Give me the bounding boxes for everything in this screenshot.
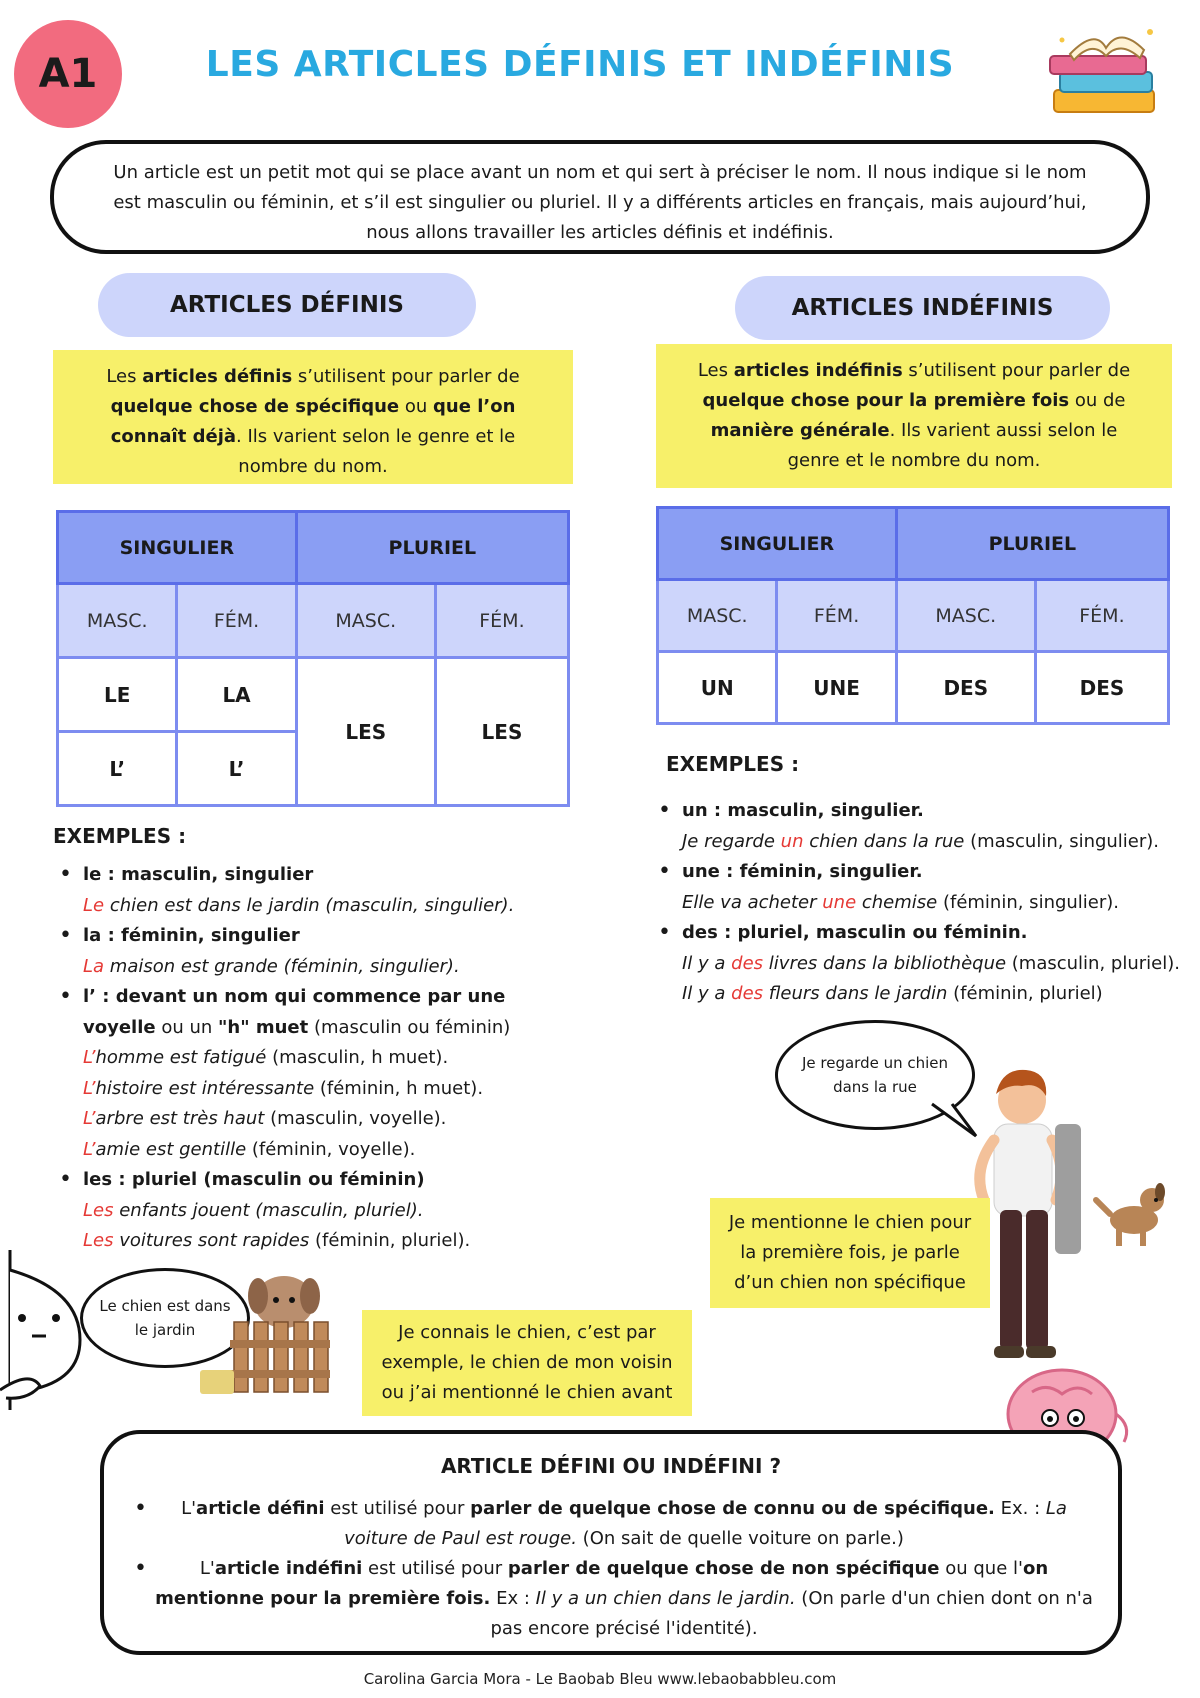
text-bold: parler de quelque chose de connu ou de spécifique.	[470, 1498, 995, 1519]
example-text: voitures sont rapides	[113, 1230, 310, 1251]
text: Les	[697, 360, 734, 381]
definis-table	[56, 510, 570, 807]
example-text: livres dans la bibliothèque	[763, 952, 1007, 974]
indefinis-examples-title: EXEMPLES :	[666, 752, 800, 776]
article: des	[731, 952, 764, 974]
example-heading: • les : pluriel (masculin ou féminin)	[83, 1169, 425, 1190]
article: L’	[83, 1138, 96, 1160]
text-bold: articles définis	[142, 366, 293, 387]
cell-le: LE	[58, 658, 177, 732]
intro-line-1: Un article est un petit mot qui se place avant un nom et qui sert à préciser le nom. Il nous indique si le nom	[113, 162, 1087, 183]
article: Le	[83, 894, 105, 916]
text: L'	[181, 1498, 197, 1519]
list-item	[55, 982, 575, 1165]
example-heading: • le : masculin, singulier	[83, 864, 314, 885]
text: Ex. :	[994, 1498, 1046, 1519]
cell-les-masc: LES	[296, 658, 435, 806]
indefinis-table	[656, 506, 1170, 725]
article: des	[731, 983, 764, 1004]
example-text: arbre est très haut	[95, 1108, 265, 1129]
text: (féminin, singulier).	[937, 891, 1120, 913]
text: Les	[106, 366, 143, 387]
cell-une: UNE	[777, 652, 896, 724]
dog-icon	[1090, 1170, 1170, 1250]
cell-la: LA	[177, 658, 296, 732]
col-masc: MASC.	[58, 584, 177, 658]
col-pluriel: PLURIEL	[296, 512, 568, 584]
col-masc: MASC.	[896, 580, 1035, 652]
text: (On parle d'un chien dont on n'a pas encore précisé l'identité).	[490, 1588, 1093, 1639]
text-bold: quelque chose pour la première fois	[702, 390, 1070, 411]
text: (féminin, pluriel)	[947, 983, 1103, 1004]
example-text: homme est fatigué	[95, 1047, 267, 1068]
books-icon	[1040, 18, 1170, 128]
summary-box	[100, 1430, 1122, 1655]
note-left	[362, 1310, 692, 1416]
example-text: amie est gentille	[95, 1138, 247, 1160]
text: (féminin, h muet).	[314, 1077, 484, 1099]
text: . Ils varient aussi selon le genre et le nombre du nom.	[787, 420, 1118, 471]
example-text: Il y a	[682, 983, 732, 1004]
list-item	[55, 860, 575, 921]
text-bold: quelque chose de spécifique	[110, 396, 400, 417]
example-heading: • une : féminin, singulier.	[682, 861, 923, 882]
text: s’utilisent pour parler de	[292, 366, 520, 387]
text: . Ils varient selon le genre et le nombre du nom.	[236, 426, 516, 477]
example-heading: • l’ : devant un nom qui commence par une	[83, 986, 506, 1007]
list-item	[134, 1554, 1094, 1644]
text: L'	[199, 1558, 215, 1579]
article: L’	[83, 1077, 96, 1099]
definis-heading: ARTICLES DÉFINIS	[98, 273, 476, 337]
text: (On sait de quelle voiture on parle.)	[576, 1528, 904, 1549]
footer-credit: Carolina Garcia Mora - Le Baobab Bleu www.lebaobabbleu.com	[363, 1670, 837, 1688]
cell-des-masc: DES	[896, 652, 1035, 724]
text: s’utilisent pour parler de	[902, 360, 1131, 381]
col-fem: FÉM.	[777, 580, 896, 652]
example-text: chien est dans le jardin (masculin, singulier).	[104, 894, 515, 916]
col-fem: FÉM.	[435, 584, 568, 658]
example-text: fleurs dans le jardin	[763, 983, 948, 1004]
col-pluriel: PLURIEL	[896, 508, 1168, 580]
article: Les	[83, 1199, 114, 1221]
note-right	[710, 1198, 990, 1308]
col-fem: FÉM.	[177, 584, 296, 658]
definis-examples-title: EXEMPLES :	[53, 824, 187, 848]
article: La	[83, 955, 105, 977]
bubble-text: Je regarde un chien dans la rue	[801, 1054, 949, 1096]
level-badge: A1	[14, 20, 122, 128]
indefinis-description	[656, 344, 1172, 488]
col-masc: MASC.	[658, 580, 777, 652]
text: (masculin, voyelle).	[264, 1108, 447, 1129]
cell-les-fem: LES	[435, 658, 568, 806]
article: une	[822, 891, 857, 913]
text-bold: voyelle	[83, 1016, 156, 1038]
pole-icon	[1055, 1124, 1081, 1254]
cell-un: UN	[658, 652, 777, 724]
text: (féminin, pluriel).	[309, 1230, 471, 1251]
text-bold: que l’on connaît déjà	[110, 396, 516, 447]
example-heading: • la : féminin, singulier	[83, 925, 300, 946]
intro-box	[50, 140, 1150, 254]
example-text: chemise	[856, 891, 938, 913]
text: (masculin, h muet).	[266, 1047, 449, 1068]
example-text: Je regarde	[682, 830, 781, 852]
article: L’	[83, 1108, 96, 1129]
bubble-text: Le chien est dans le jardin	[99, 1297, 231, 1339]
article: un	[780, 830, 804, 852]
text: ou de	[1069, 390, 1126, 411]
text-bold: parler de quelque chose de non spécifique	[507, 1558, 940, 1579]
example-text: Elle va acheter	[682, 891, 823, 913]
page-title: LES ARTICLES DÉFINIS ET INDÉFINIS	[205, 44, 955, 85]
intro-line-3: nous allons travailler les articles définis et indéfinis.	[366, 222, 834, 243]
text-bold: manière générale	[710, 420, 890, 441]
intro-line-2: est masculin ou féminin, et s’il est singulier ou pluriel. Il y a différents articles en français, mais aujourd’hui,	[113, 192, 1087, 213]
text: est utilisé pour	[324, 1498, 471, 1519]
text-bold: on mentionne pour la première fois.	[155, 1558, 1049, 1609]
note-text: Je connais le chien, c’est par exemple, le chien de mon voisin ou j’ai mentionné le chien avant	[381, 1322, 673, 1403]
list-item	[55, 1165, 575, 1257]
text: ou un	[155, 1016, 218, 1038]
cell-l-fem: L’	[177, 732, 296, 806]
summary-list	[134, 1494, 1094, 1644]
cell-l-masc: L’	[58, 732, 177, 806]
example-text: maison est grande (féminin, singulier).	[104, 955, 460, 977]
col-singulier: SINGULIER	[58, 512, 297, 584]
list-item	[654, 796, 1194, 857]
text-bold: "h" muet	[218, 1016, 309, 1038]
definis-description	[53, 350, 573, 484]
text-bold: article indéfini	[214, 1558, 363, 1579]
indefinis-examples-list	[654, 796, 1194, 1010]
text: (féminin, voyelle).	[246, 1138, 416, 1160]
example-heading: • des : pluriel, masculin ou féminin.	[682, 922, 1028, 943]
text: ou	[399, 396, 434, 417]
example-heading: • un : masculin, singulier.	[682, 800, 924, 821]
list-item	[55, 921, 575, 982]
text-italic: Il y a un chien dans le jardin.	[535, 1588, 796, 1609]
list-item	[134, 1494, 1094, 1554]
text: (masculin, pluriel).	[1006, 952, 1180, 974]
list-item	[654, 857, 1194, 918]
article: Les	[83, 1230, 114, 1251]
summary-title: ARTICLE DÉFINI OU INDÉFINI ?	[440, 1454, 782, 1478]
text: est utilisé pour	[362, 1558, 508, 1579]
example-text: enfants jouent (masculin, pluriel).	[113, 1199, 424, 1221]
indefinis-heading: ARTICLES INDÉFINIS	[735, 276, 1110, 340]
text-italic: La voiture de Paul est rouge.	[344, 1498, 1067, 1549]
text: (masculin ou féminin)	[308, 1016, 511, 1038]
definis-examples-list	[55, 860, 575, 1257]
cell-des-fem: DES	[1035, 652, 1168, 724]
example-text: chien dans la rue	[803, 830, 965, 852]
col-singulier: SINGULIER	[658, 508, 897, 580]
text: ou que l'	[939, 1558, 1023, 1579]
example-text: histoire est intéressante	[95, 1077, 315, 1099]
note-text: Je mentionne le chien pour la première fois, je parle d’un chien non spécifique	[728, 1212, 972, 1293]
text: (masculin, singulier).	[964, 830, 1160, 852]
col-masc: MASC.	[296, 584, 435, 658]
col-fem: FÉM.	[1035, 580, 1168, 652]
example-text: Il y a	[682, 952, 732, 974]
text-bold: article défini	[196, 1498, 325, 1519]
article: L’	[83, 1047, 96, 1068]
fence-dog-icon	[200, 1260, 360, 1400]
text: Ex :	[490, 1588, 536, 1609]
list-item	[654, 918, 1194, 1010]
text-bold: articles indéfinis	[733, 360, 903, 381]
